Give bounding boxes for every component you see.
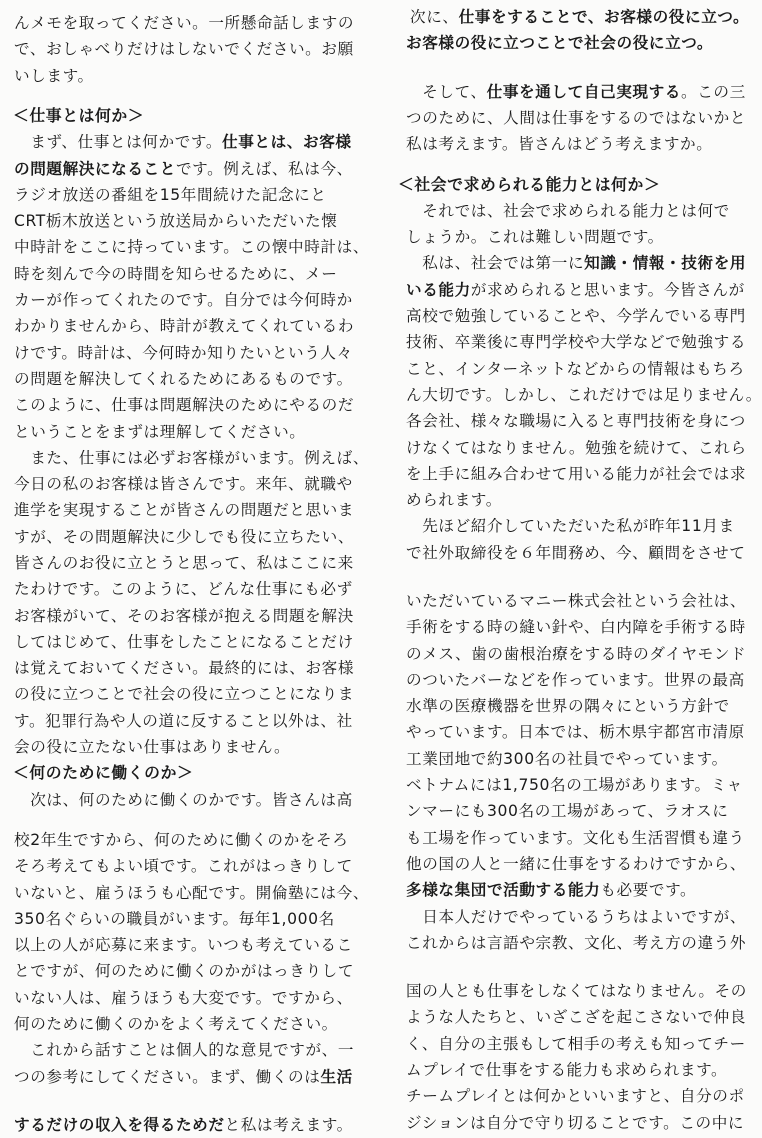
text-line: 工業団地で約300名の社員でやっています。 <box>406 750 728 768</box>
text-line: すが、その問題解決に少しでも役に立ちたい、 <box>14 528 355 546</box>
text-line: 以上の人が応募に来ます。いつも考えているこ <box>14 936 353 954</box>
emphasis: 多様な集団で活動する能力 <box>406 881 601 899</box>
text-line: の問題解決になることです。例えば、私は今、 <box>14 160 353 178</box>
text-line: 皆さんのお役に立とうと思って、私はここに来 <box>14 554 354 572</box>
text-line: たわけです。このように、どんな仕事にも必ず <box>14 580 353 598</box>
text-line: 次に、仕事をすることで、お客様の役に立つ。 <box>410 8 750 26</box>
text-line: 進学を実現することが皆さんの問題だと思いま <box>14 501 355 519</box>
text-line: 先ほど紹介していただいた私が昨年11月ま <box>406 517 735 535</box>
text-line: 校2年生ですから、何のために働くのかをそろ <box>14 831 349 849</box>
text-line: いない人は、雇うほうも大変です。ですから、 <box>14 989 353 1007</box>
text-line: つのために、人間は仕事をするのではないかと <box>406 109 747 127</box>
text-line: ような人たちと、いざこざを起こさないで仲良 <box>406 1008 747 1026</box>
right-column <box>384 0 762 1132</box>
text-line: 私は、社会では第一に知識・情報・技術を用 <box>406 254 747 272</box>
text-line: ンマーにも300名の工場があって、ラオスに <box>406 802 729 820</box>
emphasis: 仕事をすることで、お客様の役に立つ。 <box>458 8 750 26</box>
text-line: 会の役に立たない仕事はありません。 <box>14 738 291 756</box>
text-line: それでは、社会で求められる能力とは何で <box>406 202 730 220</box>
text-line: の問題を解決してくれるためにあるものです。 <box>14 370 353 388</box>
text-line: カーが作ってくれたのです。自分では今何時か <box>14 291 353 309</box>
text-line: してはじめて、仕事をしたことになることだけ <box>14 633 354 651</box>
text-line: とですが、何のために働くのかがはっきりして <box>14 962 355 980</box>
text-line: ん大切です。しかし、これだけでは足りません。 <box>406 386 762 404</box>
text-line: 何のために働くのかをよく考えてください。 <box>14 1015 338 1033</box>
text-line: わかりませんから、時計が教えてくれているわ <box>14 317 355 335</box>
text-line: ムプレイで仕事をする能力も求められます。 <box>406 1061 728 1079</box>
text-line: これからは言語や宗教、文化、考え方の違う外 <box>406 934 747 952</box>
text-line: を上手に組み合わせて用いる能力が社会では求 <box>406 465 747 483</box>
text-line: のメス、歯の歯根治療をする時のダイヤモンド <box>406 645 747 663</box>
text-line: 他の国の人と一緒に仕事をするわけですから、 <box>406 855 747 873</box>
intro-line: んメモを取ってください。一所懸命話しますの <box>14 14 355 32</box>
text-line: こと、インターネットなどからの情報はもちろ <box>406 360 745 378</box>
left-column <box>0 0 370 1134</box>
emphasis: お客様の役に立つことで社会の役に立つ。 <box>406 34 714 52</box>
section-heading-required-abilities: ＜社会で求められる能力とは何か＞ <box>398 175 661 194</box>
text-line: いる能力が求められると思います。今皆さんが <box>406 281 745 299</box>
text-line: いないと、雇うほうも心配です。開倫塾には今、 <box>14 884 370 902</box>
text-line: 時を刻んで今の時間を知らせるために、メー <box>14 265 338 283</box>
text-line: そろ考えてもよい頃です。これがはっきりして <box>14 857 353 875</box>
text-line: ベトナムには1,750名の工場があります。ミャ <box>406 776 743 794</box>
text-line: 高校で勉強していることや、今学んでいる専門 <box>406 307 746 325</box>
emphasis: 仕事とは、お客様 <box>222 133 352 151</box>
text-line: これから話すことは個人的な意見ですが、一 <box>14 1041 355 1059</box>
text-line: められます。 <box>406 491 502 509</box>
text-line: そして、仕事を通して自己実現する。この三 <box>406 83 746 101</box>
text-line: 日本人だけでやっているうちはよいですが、 <box>406 908 747 926</box>
text-line: 国の人とも仕事をしなくてはなりません。その <box>406 982 748 1000</box>
text-line: 手術をする時の縫い針や、白内障を手術する時 <box>406 618 746 636</box>
text-line: 今日の私のお客様は皆さんです。来年、就職や <box>14 475 353 493</box>
section-heading-why-work: ＜何のために働くのか＞ <box>13 763 194 782</box>
intro-line: いします。 <box>14 67 94 85</box>
text-line: 技術、卒業後に専門学校や大学などで勉強する <box>406 333 747 351</box>
text-line: 中時計をここに持っています。この懐中時計は、 <box>14 238 370 256</box>
text-line: いただいているマニー株式会社という会社は、 <box>406 592 747 610</box>
text-line: 次は、何のために働くのかです。皆さんは高 <box>14 791 353 809</box>
text-line: まず、仕事とは何かです。仕事とは、お客様 <box>14 133 352 151</box>
text-line: やっています。日本では、栃木県宇都宮市清原 <box>406 723 745 741</box>
emphasis: 生活 <box>320 1068 353 1086</box>
text-line: ラジオ放送の番組を15年間続けた記念にと <box>14 186 327 204</box>
text-line: しょうか。これは難しい問題です。 <box>406 228 664 246</box>
text-line: CRT栃木放送という放送局からいただいた懐 <box>14 212 338 230</box>
text-line: ジションは自分で守り切ることです。この中に <box>406 1114 745 1132</box>
text-line: お客様がいて、そのお客様が抱える問題を解決 <box>14 607 354 625</box>
text-line: す。犯罪行為や人の道に反すること以外は、社 <box>14 712 353 730</box>
text-line: く、自分の主張もして相手の考えも知ってチー <box>406 1035 746 1053</box>
emphasis: 仕事を通して自己実現する <box>486 83 681 101</box>
text-line: 各会社、様々な職場に入ると専門技術を身につ <box>406 412 746 430</box>
text-line <box>406 30 713 56</box>
text-line: また、仕事には必ずお客様がいます。例えば、 <box>14 449 370 467</box>
emphasis: の問題解決になること <box>14 160 176 178</box>
text-line: このように、仕事は問題解決のためにやるのだ <box>14 396 355 414</box>
intro-line: で、おしゃべりだけはしないでください。お願 <box>14 40 354 58</box>
text-line: するだけの収入を得るためだと私は考えます。 <box>14 1116 353 1134</box>
text-line: は覚えておいてください。最終的には、お客様 <box>14 659 355 677</box>
text-line: のついたバーなどを作っています。世界の最高 <box>406 671 745 689</box>
emphasis: いる能力 <box>406 281 471 299</box>
text-line: も工場を作っています。文化も生活習慣も違う <box>406 829 745 847</box>
text-line: 私は考えます。皆さんはどう考えますか。 <box>406 135 713 153</box>
text-line: 350名ぐらいの職員がいます。毎年1,000名 <box>14 910 335 928</box>
text-line: けです。時計は、今何時か知りたいという人々 <box>14 344 353 362</box>
text-line: ということをまずは理解してください。 <box>14 423 306 441</box>
text-line: 水準の医療機器を世界の隅々にという方針で <box>406 697 730 715</box>
text-line: の役に立つことで社会の役に立つことになりま <box>14 685 355 703</box>
text-line: けなくてはなりません。勉強を続けて、これら <box>406 439 747 457</box>
text-line: で社外取締役を６年間務め、今、顧問をさせて <box>406 544 746 562</box>
text-line: つの参考にしてください。まず、働くのは生活 <box>14 1068 353 1086</box>
emphasis: 知識・情報・技術を用 <box>584 254 747 272</box>
section-heading-what-is-work: ＜仕事とは何か＞ <box>13 106 145 125</box>
text-line: チームプレイとは何かといいますと、自分のポ <box>406 1087 745 1105</box>
emphasis: するだけの収入を得るためだ <box>14 1116 225 1134</box>
text-line: 多様な集団で活動する能力も必要です。 <box>406 881 697 899</box>
